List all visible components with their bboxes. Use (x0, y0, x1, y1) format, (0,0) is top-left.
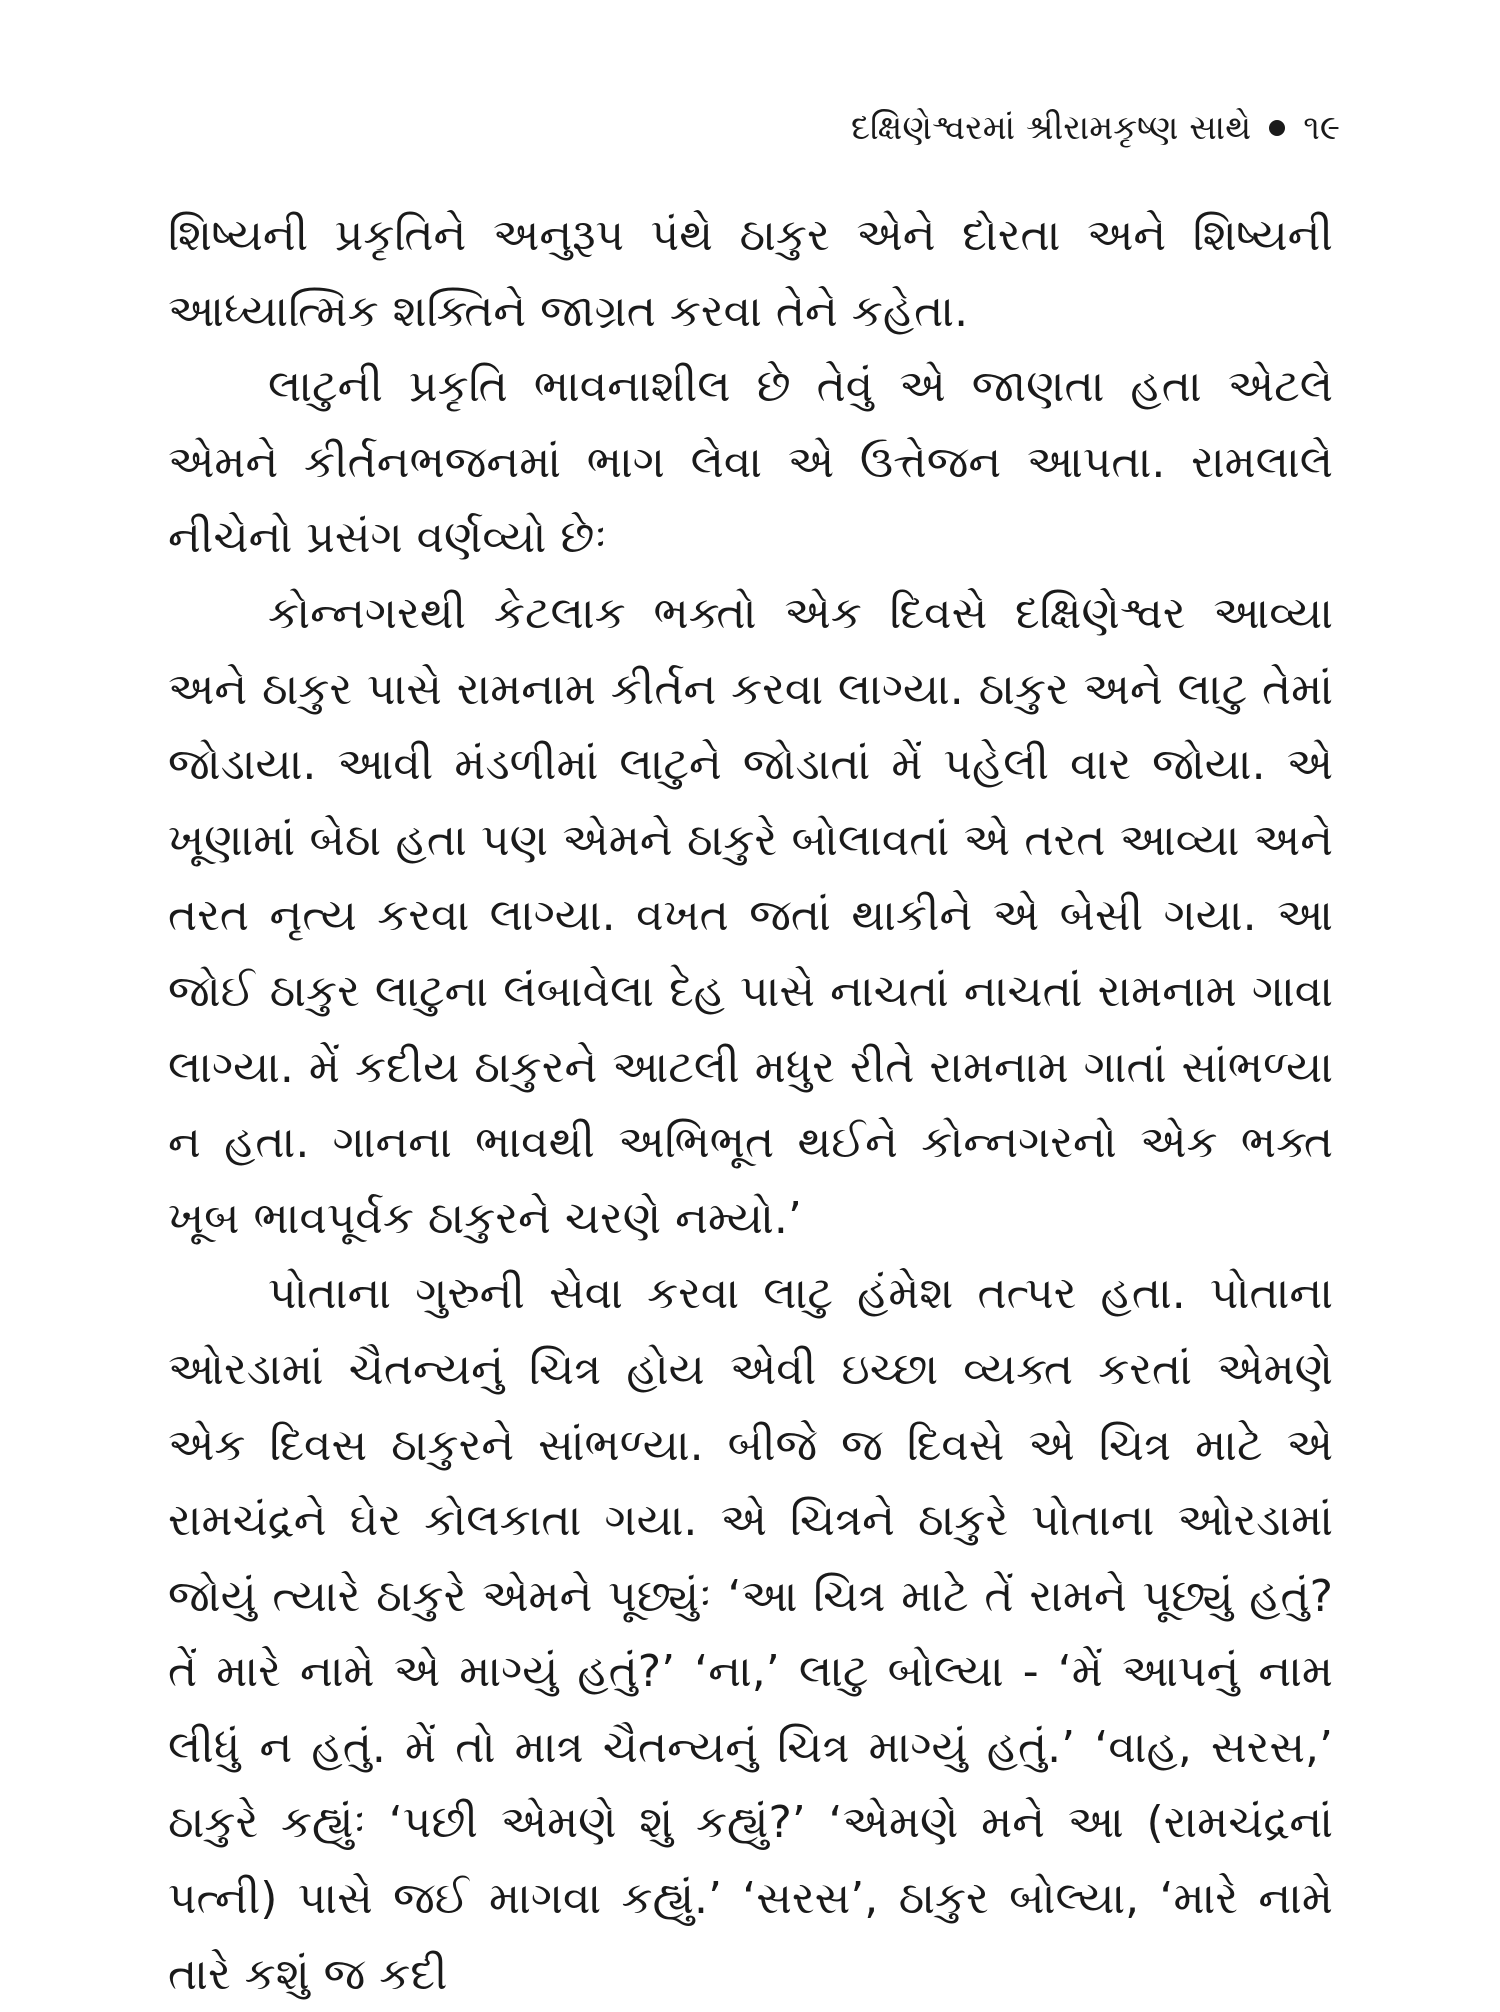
running-head (851, 108, 1340, 148)
body-text (168, 198, 1333, 2012)
paragraph: કોન્નગરથી કેટલાક ભક્તો એક દિવસે દક્ષિણેશ્વર આવ્યા અને ઠાકુર પાસે રામનામ કીર્તન કરવા લાગ્યા. ઠાકુર અને લાટુ તેમાં જોડાયા. આવી મંડળીમાં લાટુને જોડાતાં મેં પહેલી વાર જોયા. એ ખૂણામાં બેઠા હતા પણ એમને ઠાકુરે બોલાવતાં એ તરત આવ્યા અને તરત નૃત્ય કરવા લાગ્યા. વખત જતાં થાકીને એ બેસી ગયા. આ જોઈ ઠાકુર લાટુના લંબાવેલા દેહ પાસે નાચતાં નાચતાં રામનામ ગાવા લાગ્યા. મેં કદીય ઠાકુરને આટલી મધુર રીતે રામનામ ગાતાં સાંભળ્યા ન હતા. ગાનના ભાવથી અભિભૂત થઈને કોન્નગરનો એક ભક્ત ખૂબ ભાવપૂર્વક ઠાકુરને ચરણે નમ્યો.’ (168, 587, 1333, 1244)
paragraph: પોતાના ગુરુની સેવા કરવા લાટુ હંમેશ તત્પર હતા. પોતાના ઓરડામાં ચૈતન્યનું ચિત્ર હોય એવી ઇચ્છા વ્યક્ત કરતાં એમણે એક દિવસ ઠાકુરને સાંભળ્યા. બીજે જ દિવસે એ ચિત્ર માટે એ રામચંદ્રને ઘેર કોલકાતા ગયા. એ ચિત્રને ઠાકુરે પોતાના ઓરડામાં જોયું ત્યારે ઠાકુરે એમને પૂછ્યુંઃ ‘આ ચિત્ર માટે તેં રામને પૂછ્યું હતું? તેં મારે નામે એ માગ્યું હતું?’ ‘ના,’ લાટુ બોલ્યા - ‘મેં આપનું નામ લીધું ન હતું. મેં તો માત્ર ચૈતન્યનું ચિત્ર માગ્યું હતું.’ ‘વાહ, સરસ,’ ઠાકુરે કહ્યુંઃ ‘પછી એમણે શું કહ્યું?’ ‘એમણે મને આ (રામચંદ્રનાં પત્ની) પાસે જઈ માગવા કહ્યું.’ ‘સરસ’, ઠાકુર બોલ્યા, ‘મારે નામે તારે કશું જ કદી (168, 1268, 1333, 2000)
paragraph: શિષ્યની પ્રકૃતિને અનુરૂપ પંથે ઠાકુર એને દોરતા અને શિષ્યની આધ્યાત્મિક શક્તિને જાગ્રત કરવા તેને કહેતા. (168, 210, 1333, 337)
running-head-title: દક્ષિણેશ્વરમાં શ્રીરામકૃષ્ણ સાથે (850, 108, 1252, 148)
page-number: ૧૯ (1303, 108, 1340, 148)
paragraph: લાટુની પ્રકૃતિ ભાવનાશીલ છે તેવું એ જાણતા હતા એટલે એમને કીર્તનભજનમાં ભાગ લેવા એ ઉત્તેજન આપતા. રામલાલે નીચેનો પ્રસંગ વર્ણવ્યો છેઃ (168, 361, 1333, 564)
bullet-icon (1269, 120, 1285, 136)
